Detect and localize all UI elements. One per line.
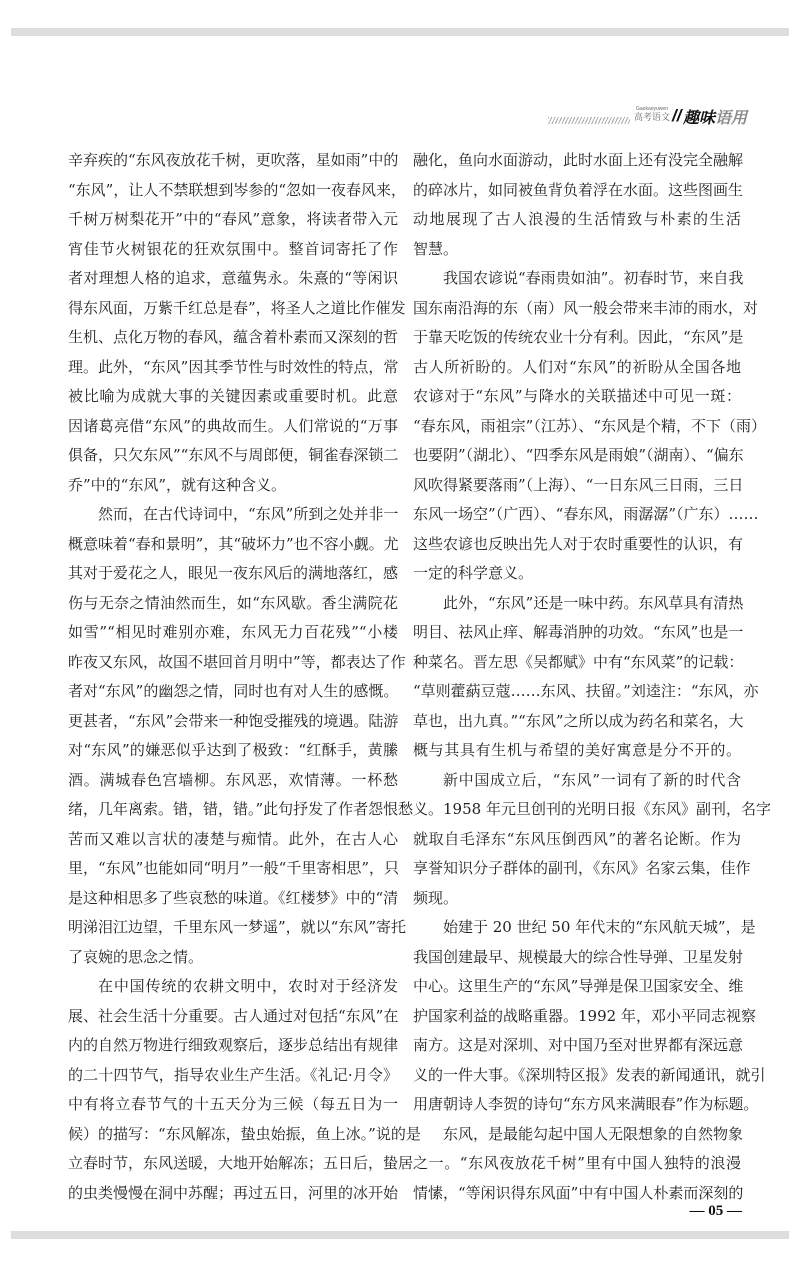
section-title [683, 105, 747, 128]
text-line: 被比喻为成就大事的关键因素或重要时机。此意 [68, 387, 398, 405]
text-line: 里，“东风”也能如同“明月”一般“千里寄相思”，只 [68, 859, 400, 877]
text-line: 智慧。 [413, 239, 459, 258]
text-line: 然而，在古代诗词中，“东风”所到之处并非一 [98, 505, 399, 523]
text-line: 伤与无奈之情油然而生，如“东风歇。香尘满院花 [68, 593, 398, 612]
text-line: 中有将立春节气的十五天分为三候（每五日为一 [68, 1095, 398, 1113]
text-line: 对“东风”的嫌恶似乎达到了极致：“红酥手，黄縢 [68, 741, 398, 759]
text-line: 千树万树梨花开”中的“春风”意象，将读者带入元 [68, 210, 398, 228]
text-line: 更甚者，“东风”会带来一种饱受摧残的境遇。陆游 [68, 711, 399, 730]
text-line: 用唐朝诗人李贺的诗句“东方风来满眼春”作为标题。 [413, 1095, 759, 1113]
text-line: 因诸葛亮借“东风”的典故而生。人们常说的“万事 [68, 416, 398, 435]
text-line: 古人所祈盼的。人们对“东风”的祈盼从全国各地 [413, 357, 741, 376]
text-column-right [413, 146, 771, 1208]
text-line: 乔”中的“东风”，就有这种含义。 [68, 475, 287, 494]
text-line: 宵佳节火树银花的狂欢氛围中。整首词寄托了作 [68, 239, 398, 258]
text-line: 义。1958 年元旦创刊的光明日报《东风》副刊，名字 [413, 800, 771, 818]
text-line: 动地展现了古人浪漫的生活情致与朴素的生活 [413, 210, 741, 228]
text-line: 这些农谚也反映出先人对于农时重要性的认识，有 [413, 534, 744, 553]
text-line: 了哀婉的思念之情。 [68, 947, 204, 966]
text-column-left [68, 146, 421, 1208]
text-line: 候）的描写：“东风解冻，蛰虫始振，鱼上冰。”说的是 [68, 1124, 421, 1143]
magazine-brand [632, 106, 672, 124]
text-line: 东风一场空”（广西）、“春东风，雨潺潺”（广东）…… [413, 505, 759, 523]
text-line: 展、社会生活十分重要。古人通过对包括“东风”在 [68, 1006, 399, 1025]
text-line: 之一。“东风夜放花千树”里有中国人独特的浪漫 [413, 1154, 741, 1172]
text-line: 概与其具有生机与希望的美好寓意是分不开的。 [413, 741, 741, 759]
text-line: 始建于 20 世纪 50 年代末的“东风航天城”，是 [443, 918, 756, 936]
text-line: 在中国传统的农耕文明中，农时对于经济发 [98, 977, 398, 995]
text-line: 理。此外，“东风”因其季节性与时效性的特点，常 [68, 357, 399, 376]
text-line: 绪，几年离索。错，错，错。”此句抒发了作者怨恨愁 [68, 800, 414, 818]
text-line: 东风，是最能勾起中国人无限想象的自然物象 [443, 1124, 744, 1143]
running-header [548, 104, 748, 130]
text-line: 种菜名。晋左思《吴都赋》中有“东风菜”的记载： [413, 652, 744, 671]
text-line: 昨夜又东风，故国不堪回首月明中”等，都表达了作 [68, 652, 406, 671]
text-line: “草则藿蒳豆蔻……东风、扶留。”刘逵注：“东风，亦 [413, 682, 759, 700]
text-line: 护国家利益的战略重器。1992 年，邓小平同志视察 [413, 1006, 756, 1025]
section-title-bold: 趣味 [683, 108, 716, 127]
text-line: 融化，鱼向水面游动，此时水面上还有没完全融解 [413, 151, 744, 169]
text-line: 义的一件大事。《深圳特区报》发表的新闻通讯，就引 [413, 1065, 766, 1084]
text-line: 国东南沿海的东（南）风一般会带来丰沛的雨水，对 [413, 298, 759, 317]
text-line: 明目、祛风止痒、解毒消肿的功效。“东风”也是一 [413, 623, 744, 641]
text-line: 明涕泪江边望，千里东风一梦遥”，就以“东风”寄托 [68, 918, 407, 936]
text-line: 于靠天吃饭的传统农业十分有利。因此，“东风”是 [413, 328, 744, 346]
text-line: 风吹得紧要落雨”（上海）、“一日东风三日雨，三日 [413, 475, 744, 494]
top-border-bar [11, 28, 789, 36]
brand-english: Gaokaoyuwen [636, 106, 668, 112]
text-line: 俱备，只欠东风”“东风不与周郎便，铜雀春深锁二 [68, 446, 399, 464]
text-line: 的二十四节气，指导农业生产生活。《礼记·月令》 [68, 1065, 398, 1084]
hatch-decoration [548, 117, 630, 124]
text-line: 酒。满城春色宫墙柳。东风恶，欢情薄。一杯愁 [68, 770, 398, 789]
text-line: 如雪”“相见时难别亦难，东风无力百花残”“小楼 [68, 623, 398, 641]
text-line: 的碎冰片，如同被鱼背负着浮在水面。这些图画生 [413, 180, 744, 199]
text-line: 生机、点化万物的春风，蕴含着朴素而又深刻的哲 [68, 328, 399, 346]
brand-chinese: 高考语文 [633, 113, 670, 123]
text-line: 频现。 [413, 888, 459, 907]
text-line: 概意味着“春和景明”，其“破坏力”也不容小觑。尤 [68, 534, 399, 553]
text-line: “东风”，让人不禁联想到岑参的“忽如一夜春风来， [68, 180, 407, 199]
text-line: 中心。这里生产的“东风”导弹是保卫国家安全、维 [413, 977, 744, 995]
text-line: 新中国成立后，“东风”一词有了新的时代含 [443, 770, 741, 789]
text-line: 辛弃疾的“东风夜放花千树，更吹落，星如雨”中的 [68, 151, 399, 169]
section-title-light: 语用 [715, 108, 748, 127]
text-line: 享誉知识分子群体的副刊，《东风》名家云集，佳作 [413, 859, 751, 877]
page-number: — 05 — [689, 1203, 742, 1219]
text-line: 就取自毛泽东“东风压倒西风”的著名论断。作为 [413, 829, 741, 848]
text-line: 一定的科学意义。 [413, 564, 534, 582]
text-line: 我国创建最早、规模最大的综合性导弹、卫星发射 [413, 947, 744, 966]
text-line: 内的自然万物进行细致观察后，逐步总结出有规律 [68, 1036, 399, 1054]
text-line: 情愫，“等闲识得东风面”中有中国人朴素而深刻的 [413, 1183, 744, 1202]
text-line: 草也，出九真。”“东风”之所以成为药名和菜名，大 [413, 711, 744, 730]
text-line: 此外，“东风”还是一味中药。东风草具有清热 [443, 593, 744, 612]
text-line: 者对理想人格的追求，意蕴隽永。朱熹的“等闲识 [68, 269, 398, 287]
text-line: 者对“东风”的幽怨之情，同时也有对人生的感慨。 [68, 682, 399, 700]
text-line: 苦而又难以言状的凄楚与痴情。此外，在古人心 [68, 829, 398, 848]
text-line: 得东风面，万紫千红总是春”，将圣人之道比作催发 [68, 298, 406, 317]
text-line: 的虫类慢慢在洞中苏醒；再过五日，河里的冰开始 [68, 1183, 399, 1202]
text-line: 农谚对于“东风”与降水的关联描述中可见一斑： [413, 387, 741, 405]
text-line: 是这种相思多了些哀愁的味道。《红楼梦》中的“清 [68, 888, 399, 907]
text-line: 其对于爱花之人，眼见一夜东风后的满地落红，感 [68, 564, 399, 582]
text-line: 南方。这是对深圳、对中国乃至对世界都有深远意 [413, 1036, 744, 1054]
text-line: 我国农谚说“春雨贵如油”。初春时节，来自我 [443, 269, 744, 287]
bottom-border-bar [11, 1231, 789, 1239]
text-line: “春东风，雨祖宗”（江苏）、“东风是个精，不下（雨） [413, 416, 767, 435]
text-line: 也要阴”（湖北）、“四季东风是雨娘”（湖南）、“偏东 [413, 446, 744, 464]
header-separator: // [672, 106, 682, 125]
text-line: 立春时节，东风送暖，大地开始解冻；五日后，蛰居 [68, 1154, 414, 1172]
